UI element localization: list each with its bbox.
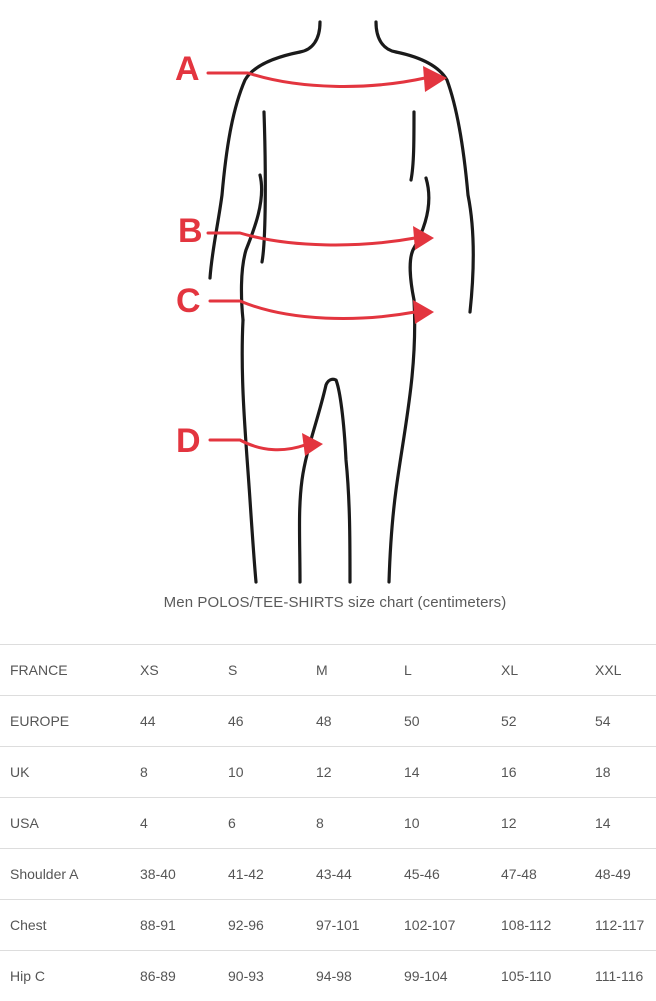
- marker-c: C: [176, 282, 201, 320]
- table-cell: 10: [404, 798, 501, 849]
- table-cell: XL: [501, 645, 595, 696]
- table-cell: 99-104: [404, 951, 501, 1001]
- table-cell: 38-40: [140, 849, 228, 900]
- table-cell: M: [316, 645, 404, 696]
- table-cell: 102-107: [404, 900, 501, 951]
- table-cell: 44: [140, 696, 228, 747]
- table-cell: XXL: [595, 645, 656, 696]
- table-cell: 10: [228, 747, 316, 798]
- table-cell: 16: [501, 747, 595, 798]
- table-cell: 48: [316, 696, 404, 747]
- table-cell: 90-93: [228, 951, 316, 1001]
- table-cell: 52: [501, 696, 595, 747]
- table-cell: 8: [316, 798, 404, 849]
- table-cell: 46: [228, 696, 316, 747]
- table-cell: 88-91: [140, 900, 228, 951]
- row-label: Chest: [0, 900, 140, 951]
- table-cell: 48-49: [595, 849, 656, 900]
- table-cell: 97-101: [316, 900, 404, 951]
- table-cell: 14: [595, 798, 656, 849]
- table-cell: 112-117: [595, 900, 656, 951]
- table-cell: 54: [595, 696, 656, 747]
- marker-a: A: [175, 50, 200, 88]
- table-cell: 105-110: [501, 951, 595, 1001]
- table-cell: L: [404, 645, 501, 696]
- row-label: Shoulder A: [0, 849, 140, 900]
- measure-arrows: [208, 73, 425, 450]
- row-label: UK: [0, 747, 140, 798]
- table-row-europe: [0, 696, 656, 747]
- table-row-shoulder: [0, 849, 656, 900]
- table-row-hip: [0, 951, 656, 1001]
- shoulder-arrow-line: [208, 73, 425, 86]
- table-cell: 50: [404, 696, 501, 747]
- size-chart-caption: Men POLOS/TEE-SHIRTS size chart (centimeters): [0, 594, 656, 611]
- table-cell: 86-89: [140, 951, 228, 1001]
- table-cell: XS: [140, 645, 228, 696]
- table-cell: 12: [501, 798, 595, 849]
- chest-arrow-line: [208, 233, 415, 245]
- row-label: Hip C: [0, 951, 140, 1001]
- table-row-usa: [0, 798, 656, 849]
- table-cell: 8: [140, 747, 228, 798]
- size-table: [0, 644, 656, 1001]
- row-label: FRANCE: [0, 645, 140, 696]
- table-row-chest: [0, 900, 656, 951]
- table-row-uk: [0, 747, 656, 798]
- arrowhead-icon: [423, 66, 447, 92]
- body-outline: [210, 22, 473, 582]
- table-cell: 94-98: [316, 951, 404, 1001]
- table-cell: 14: [404, 747, 501, 798]
- table-cell: 111-116: [595, 951, 656, 1001]
- table-cell: 47-48: [501, 849, 595, 900]
- row-label: USA: [0, 798, 140, 849]
- row-label: EUROPE: [0, 696, 140, 747]
- table-cell: 12: [316, 747, 404, 798]
- table-cell: S: [228, 645, 316, 696]
- marker-d: D: [176, 422, 201, 460]
- table-cell: 18: [595, 747, 656, 798]
- table-cell: 92-96: [228, 900, 316, 951]
- arrowhead-icon: [413, 300, 434, 324]
- marker-b: B: [178, 212, 203, 250]
- table-row-france: [0, 645, 656, 696]
- leg-arrow-line: [210, 440, 305, 450]
- table-cell: 4: [140, 798, 228, 849]
- table-cell: 41-42: [228, 849, 316, 900]
- table-cell: 43-44: [316, 849, 404, 900]
- table-cell: 108-112: [501, 900, 595, 951]
- table-cell: 6: [228, 798, 316, 849]
- table-cell: 45-46: [404, 849, 501, 900]
